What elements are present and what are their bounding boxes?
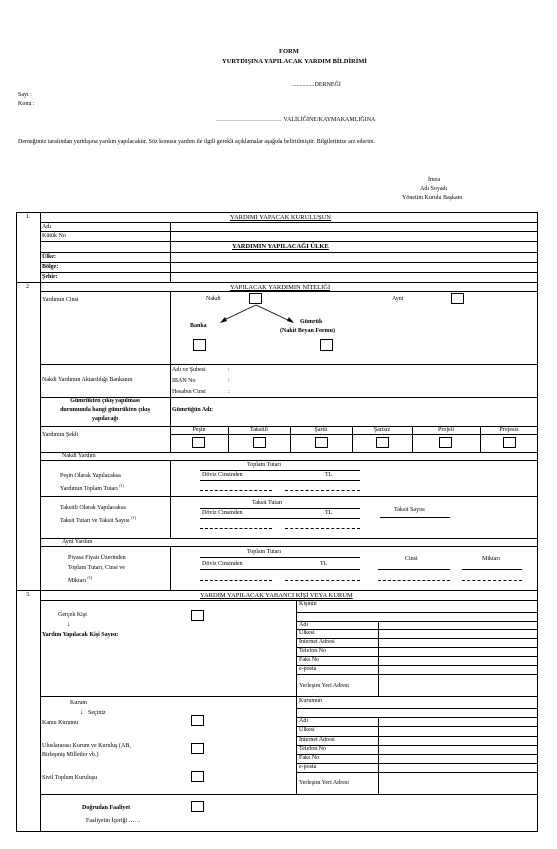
kisi-ulkesi-label: Ülkesi bbox=[299, 630, 315, 636]
taksit-sayisi-field[interactable] bbox=[380, 518, 450, 528]
section-1-number: 1. bbox=[26, 214, 31, 220]
colon-2: : bbox=[228, 378, 230, 384]
tl-label-2: TL bbox=[325, 510, 333, 516]
gumruk-adi-field[interactable] bbox=[225, 399, 535, 425]
valilik-line: …………………………… VALİLİĞİNE/KAYMAKAMLIĞINA bbox=[216, 117, 376, 123]
ref-1: (1) bbox=[119, 483, 125, 488]
adsoyadi-label: Adı Soyadı bbox=[420, 186, 448, 192]
s1-kutuk-label: Kütük No bbox=[42, 233, 66, 239]
taksit-sayisi-label: Taksit Sayısı bbox=[394, 507, 425, 513]
down-arrow-icon-1: ↓ bbox=[67, 620, 71, 628]
kisi-sayisi-field[interactable] bbox=[150, 630, 290, 640]
ayni-yardim-label: Ayni Yardım bbox=[62, 539, 93, 545]
ayni-checkbox[interactable] bbox=[451, 293, 464, 304]
doviz-label-2: Döviz Cinsinden bbox=[202, 510, 243, 516]
imza-label: İmza bbox=[428, 177, 440, 183]
kurum-internet-label: İnternet Adresi bbox=[299, 737, 335, 743]
opt-taksitli-label: Taksitli bbox=[250, 427, 268, 433]
colon-3: : bbox=[228, 389, 230, 395]
faaliyet-icerigi-label: Faaliyetin İçeriği …… bbox=[86, 818, 141, 824]
konu-label: Konu : bbox=[18, 101, 35, 107]
form-label: FORM bbox=[279, 48, 299, 55]
sartsiz-checkbox[interactable] bbox=[376, 437, 389, 448]
kisi-adi-label: Adı bbox=[299, 622, 308, 628]
gumrukten-line-3: yapılacağı bbox=[91, 416, 118, 422]
banka-checkbox[interactable] bbox=[193, 339, 206, 351]
piyasa-line-3: Miktarı bbox=[68, 578, 86, 584]
dogrudan-faaliyet-label: Doğrudan Faaliyet bbox=[82, 805, 131, 811]
opt-sartsiz-label: Şartsız bbox=[373, 427, 391, 433]
kisi-telefon-label: Telefon No bbox=[299, 648, 327, 654]
kisi-faks-label: Faks No bbox=[299, 657, 320, 663]
sivil-toplum-checkbox[interactable] bbox=[191, 771, 204, 782]
taksitli-checkbox[interactable] bbox=[253, 437, 266, 448]
kisi-sayisi-label: Yardım Yapılacak Kişi Sayısı: bbox=[42, 632, 119, 638]
seciniz-label: Seçiniz bbox=[88, 710, 106, 716]
tl-label-1: TL bbox=[325, 472, 333, 478]
gumruk-label: Gümrük bbox=[300, 319, 323, 325]
gumruk-checkbox[interactable] bbox=[320, 339, 333, 351]
body-text: Derneğimiz tarafından yurtdışına yardım yapılacaktır. Söz konusu yardım ile ilgili gerekli açıklamalar aşağıda belirtilmiştir. Bilgilerinize arz ederim. bbox=[18, 139, 376, 145]
doviz-label-1: Döviz Cinsinden bbox=[202, 472, 243, 478]
kurum-telefon-label: Telefon No bbox=[299, 746, 327, 752]
projeli-checkbox[interactable] bbox=[439, 437, 452, 448]
gumrugun-adi-label: Gümrüğün Adı: bbox=[172, 407, 214, 413]
aktarildigi-label: Nakdi Yardımın Aktarıldığı Bankanın bbox=[42, 377, 133, 383]
taksit-tutari-label: Taksit Tutarı bbox=[252, 500, 283, 506]
ayni-tutar-field[interactable] bbox=[200, 570, 360, 580]
taksit-tutar-field[interactable] bbox=[200, 519, 360, 528]
sayi-label: Sayı : bbox=[18, 92, 32, 98]
piyasa-line-2: Toplam Tutarı, Cinsi ve bbox=[68, 565, 125, 571]
dernegi-line: ...............DERNEĞİ bbox=[292, 82, 341, 88]
ayni-label: Ayni bbox=[392, 296, 404, 302]
nakit-beyan-label: (Nakit Beyan Formu) bbox=[280, 328, 335, 334]
kamu-kurumu-checkbox[interactable] bbox=[191, 715, 204, 726]
form-title: YURTDIŞINA YAPILACAK YARDIM BİLDİRİMİ bbox=[222, 58, 367, 65]
kurum-label: Kurum bbox=[70, 700, 87, 706]
kutuk-no-field[interactable] bbox=[171, 232, 537, 240]
kamu-kurumu-label: Kamu Kurumu bbox=[42, 720, 79, 726]
kurum-yerlesim-label: Yerleşim Yeri Adresi bbox=[299, 780, 349, 786]
down-arrow-icon-2: ↓ bbox=[80, 708, 84, 716]
kurulus-adi-field[interactable] bbox=[171, 223, 537, 231]
gumrukten-line-1: Gümrükten çıkış yapılması bbox=[70, 398, 140, 404]
colon-1: : bbox=[228, 367, 230, 373]
sivil-toplum-label: Sivil Toplum Kuruluşu bbox=[42, 775, 98, 781]
uluslararasi-checkbox[interactable] bbox=[191, 743, 204, 754]
kisi-eposta-label: e-posta bbox=[299, 666, 317, 672]
gumrukten-line-2: durumunda hangi gümrükten çıkış bbox=[60, 407, 150, 413]
cinsi-col-label: Cinsi bbox=[405, 556, 418, 562]
ref-2: (1) bbox=[131, 515, 136, 520]
projesiz-checkbox[interactable] bbox=[503, 437, 516, 448]
doviz-label-3: Döviz Cinsinden bbox=[202, 561, 243, 567]
uluslararasi-line-2: Birleşmiş Milletler vb.) bbox=[42, 752, 99, 758]
opt-projesiz-label: Projesiz bbox=[499, 427, 519, 433]
sartli-checkbox[interactable] bbox=[315, 437, 328, 448]
toplam-tutari-label-2: Toplam Tutarı bbox=[247, 549, 282, 555]
nakdi-yardim-label: Nakdi Yardım bbox=[62, 453, 96, 459]
section-2-title: YAPILACAK YARDIMIN NİTELİĞİ bbox=[230, 284, 331, 291]
opt-pesin-label: Peşin bbox=[192, 427, 206, 433]
sehir-label: Şehir: bbox=[42, 274, 58, 280]
kurum-faks-label: Faks No bbox=[299, 755, 320, 761]
s1-adi-label: Adı bbox=[42, 224, 51, 230]
hesap-label: Hesabın Cinsi bbox=[172, 389, 206, 395]
section-3-number: 3. bbox=[26, 592, 31, 598]
toplam-tutari-label-1: Toplam Tutarı bbox=[247, 462, 282, 468]
tl-label-3: TL bbox=[320, 561, 328, 567]
ulke-label: Ülke: bbox=[42, 254, 56, 260]
gercek-kisi-label: Gerçek Kişi bbox=[58, 612, 87, 618]
ayni-cinsi-field[interactable] bbox=[378, 570, 450, 580]
opt-sartli-label: Şartlı bbox=[314, 427, 328, 433]
gercek-kisi-checkbox[interactable] bbox=[191, 610, 204, 621]
branch-arrows bbox=[210, 303, 310, 327]
ayni-miktari-field[interactable] bbox=[462, 570, 522, 580]
number-column-divider bbox=[40, 212, 41, 832]
miktari-label: Miktarı bbox=[482, 556, 500, 562]
pesin-line-2: Yardımın Toplam Tutarı bbox=[60, 486, 118, 492]
taksit-line-1: Taksitli Olarak Yapılacaksa bbox=[60, 505, 126, 511]
yardimin-sekli-label: Yardımın Şekli bbox=[42, 432, 79, 438]
section-2-number: 2 bbox=[26, 284, 29, 290]
baskan-label: Yönetim Kurulu Başkanı bbox=[402, 195, 463, 201]
kurum-adi-label: Adı bbox=[299, 718, 308, 724]
kisi-internet-label: İnternet Adresi bbox=[299, 639, 335, 645]
pesin-tutar-field[interactable] bbox=[200, 481, 360, 490]
kurum-ulkesi-label: Ülkesi bbox=[299, 727, 315, 733]
kurum-eposta-label: e-posta bbox=[299, 764, 317, 770]
iban-label: IBAN No bbox=[172, 378, 196, 384]
opt-projeli-label: Projeli bbox=[438, 427, 454, 433]
adi-subesi-label: Adı ve Şubesi bbox=[172, 367, 206, 373]
banka-bilgi-fields[interactable] bbox=[235, 365, 535, 397]
kurum-bilgi-fields[interactable] bbox=[379, 718, 537, 793]
sehir-field[interactable] bbox=[171, 273, 537, 281]
section-3-title: YARDIM YAPILACAK YABANCI KİŞİ VEYA KURUM bbox=[200, 592, 353, 599]
banka-label: Banka bbox=[190, 323, 207, 329]
kisi-yerlesim-label: Yerleşim Yeri Adresi bbox=[299, 683, 349, 689]
ulke-title: YARDIMIN YAPILACAĞI ÜLKE bbox=[232, 243, 329, 250]
ref-3: (1) bbox=[87, 575, 93, 580]
bolge-label: Bölge: bbox=[42, 264, 59, 270]
piyasa-line-1: Piyasa Fiyatı Üzerinden bbox=[68, 555, 126, 561]
pesin-line-1: Peşin Olarak Yapılacaksa bbox=[60, 473, 121, 479]
taksit-line-2: Taksit Tutarı ve Taksit Sayısı bbox=[60, 518, 130, 524]
kurumun-label: Kurumun bbox=[299, 698, 322, 704]
kisinin-label: Kişinin bbox=[299, 601, 317, 607]
kisi-bilgi-fields[interactable] bbox=[379, 622, 537, 694]
yardimin-cinsi-label: Yardımın Cinsi bbox=[42, 297, 79, 303]
uluslararasi-line-1: Uluslararası Kurum ve Kuruluş (AB, bbox=[42, 743, 131, 749]
bolge-field[interactable] bbox=[171, 263, 537, 271]
pesin-checkbox[interactable] bbox=[192, 437, 205, 448]
dogrudan-faaliyet-checkbox[interactable] bbox=[191, 801, 204, 812]
section-1-title: YARDIMI YAPACAK KURULUŞUN bbox=[230, 214, 332, 221]
nakdi-label: Nakdi bbox=[206, 296, 221, 302]
ulke-field[interactable] bbox=[171, 253, 537, 261]
